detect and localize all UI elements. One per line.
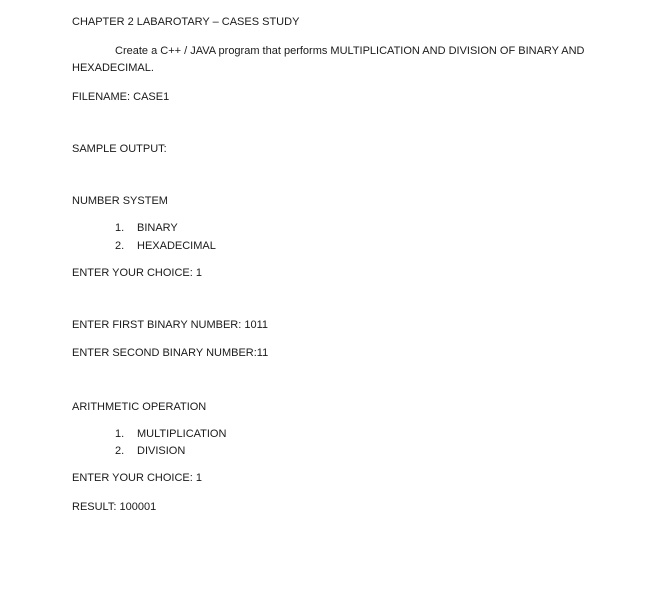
list-number: 2. xyxy=(115,445,125,457)
list-number: 2. xyxy=(115,240,125,252)
list-label: HEXADECIMAL xyxy=(137,240,216,252)
list-item xyxy=(115,444,185,458)
list-label: MULTIPLICATION xyxy=(137,428,227,440)
document-title: CHAPTER 2 LABAROTARY – CASES STUDY xyxy=(72,16,300,28)
list-label: BINARY xyxy=(137,222,178,234)
list-item xyxy=(115,221,178,235)
filename-label: FILENAME: CASE1 xyxy=(72,91,170,103)
second-binary-input-line: ENTER SECOND BINARY NUMBER:11 xyxy=(72,347,269,359)
arithmetic-choice: ENTER YOUR CHOICE: 1 xyxy=(72,472,202,484)
number-system-heading: NUMBER SYSTEM xyxy=(72,195,168,207)
list-item xyxy=(115,427,226,441)
list-label: DIVISION xyxy=(137,445,186,457)
list-item xyxy=(115,239,216,253)
number-system-choice: ENTER YOUR CHOICE: 1 xyxy=(72,267,202,279)
instruction-text-line1: Create a C++ / JAVA program that performs MULTIPLICATION AND DIVISION OF BINARY AND xyxy=(115,45,585,57)
instruction-text-line2: HEXADECIMAL. xyxy=(72,62,154,74)
first-binary-input-line: ENTER FIRST BINARY NUMBER: 1011 xyxy=(72,319,269,331)
sample-output-label: SAMPLE OUTPUT: xyxy=(72,143,167,155)
arithmetic-operation-heading: ARITHMETIC OPERATION xyxy=(72,401,207,413)
result-line: RESULT: 100001 xyxy=(72,501,157,513)
list-number: 1. xyxy=(115,428,125,440)
list-number: 1. xyxy=(115,222,125,234)
